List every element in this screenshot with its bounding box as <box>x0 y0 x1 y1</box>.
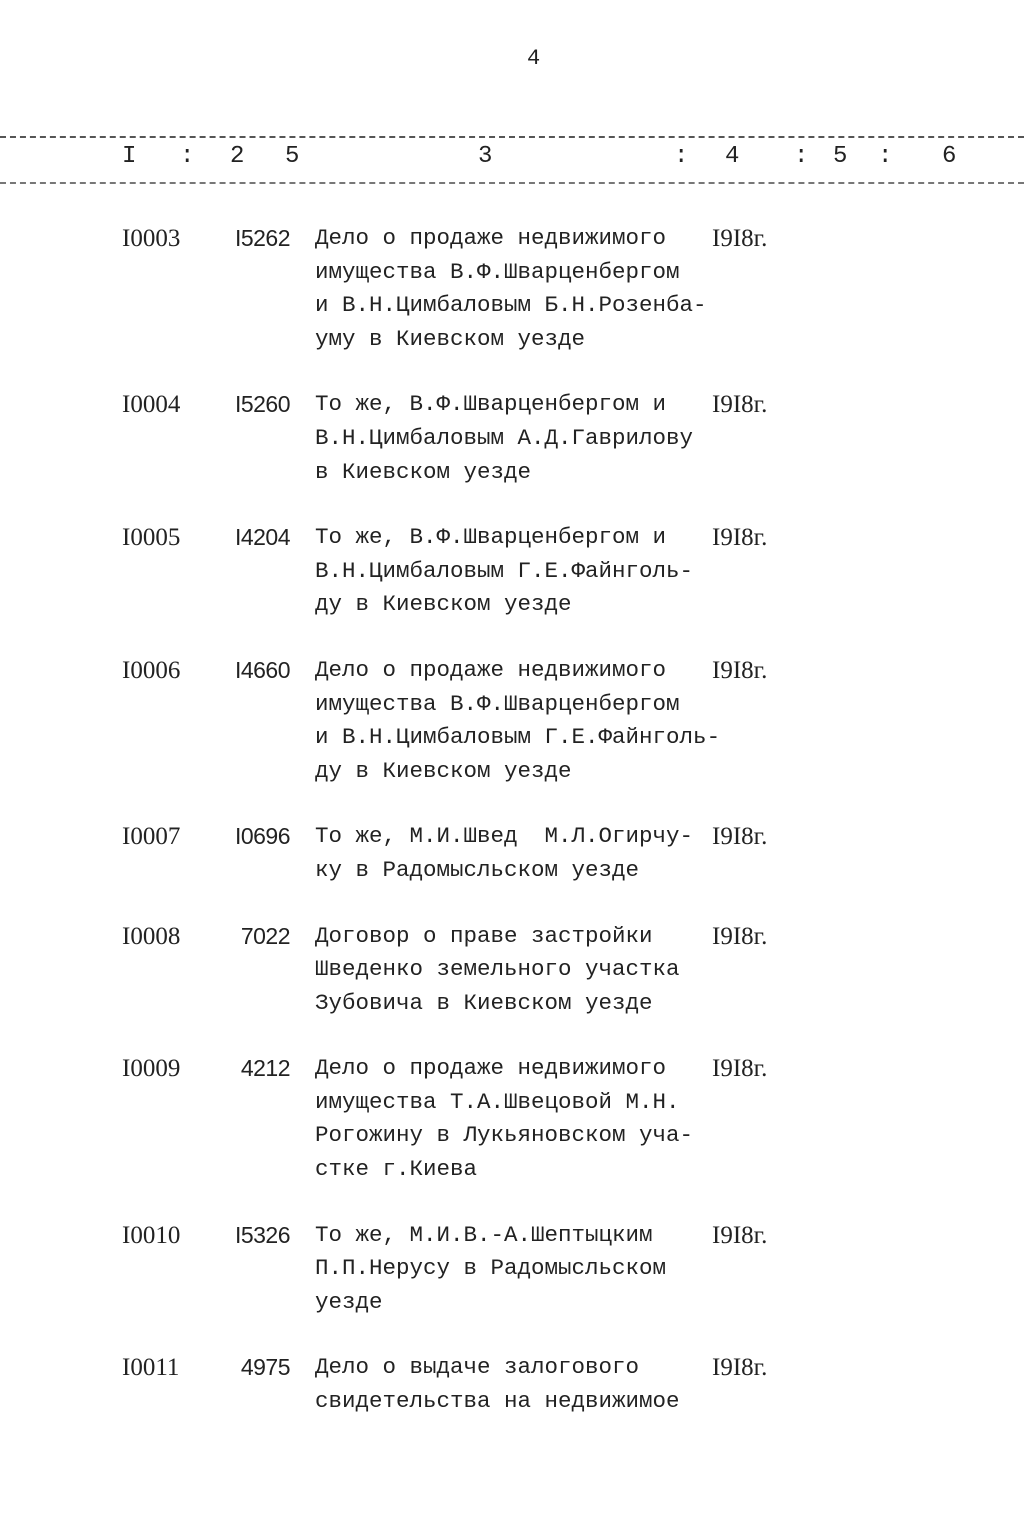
column-header-row <box>0 143 1024 173</box>
column-header-1: I <box>122 143 137 170</box>
entry-title-line: Дело о выдаче залогового <box>315 1354 640 1381</box>
entry-title-line: В.Н.Цимбаловым Г.Е.Файнголь- <box>315 557 694 584</box>
entry-title <box>315 388 715 489</box>
entry-number: I0009 <box>122 1055 181 1083</box>
entry-row <box>0 1052 1024 1186</box>
entry-row <box>0 222 1024 356</box>
entry-title-line: Шведенко земельного участка <box>315 956 680 983</box>
entry-number: I0003 <box>122 225 181 252</box>
entry-old-number: I5326 <box>234 1221 290 1248</box>
entry-date: I9I8г. <box>712 225 768 252</box>
entry-row <box>0 521 1024 622</box>
entry-title-line: Зубовича в Киевском уезде <box>315 989 653 1016</box>
entry-title-line: В.Н.Цимбаловым А.Д.Гаврилову <box>315 424 694 451</box>
entry-title <box>315 920 715 1021</box>
entry-title-line: уму в Киевском уезде <box>315 325 586 352</box>
column-header-5: 5 <box>833 143 848 170</box>
column-header-2: 2 <box>230 143 245 170</box>
entry-title-line: ду в Киевском уезде <box>315 591 572 618</box>
entry-title <box>315 1351 715 1418</box>
page-number: 4 <box>527 46 541 71</box>
entry-title <box>315 1219 715 1320</box>
entry-number: I0006 <box>122 656 181 684</box>
entry-title-line: П.П.Нерусу в Радомысльском <box>315 1255 667 1282</box>
column-header-3: 3 <box>478 143 493 170</box>
entry-title-line: Договор о праве застройки <box>315 922 653 949</box>
entry-title-line: Дело о продаже недвижимого <box>315 225 667 251</box>
entry-row <box>0 1351 1024 1418</box>
column-separator: : <box>878 143 893 170</box>
entry-title <box>315 820 715 887</box>
header-rule-bottom <box>0 182 1024 184</box>
entry-title-line: ду в Киевском уезде <box>315 757 572 784</box>
entry-title-line: имущества В.Ф.Шварценбергом <box>315 258 680 285</box>
entry-title-line: и В.Н.Цимбаловым Б.Н.Розенба- <box>315 292 707 319</box>
entry-old-number: I5262 <box>234 225 290 251</box>
entry-title-line: имущества В.Ф.Шварценбергом <box>315 690 680 717</box>
header-rule-top <box>0 136 1024 138</box>
entry-old-number: I0696 <box>234 823 290 850</box>
entry-date: I9I8г. <box>712 922 768 950</box>
column-header-6: 6 <box>942 143 957 170</box>
entry-old-number: 7022 <box>240 922 290 949</box>
entry-old-number: 4212 <box>240 1055 290 1082</box>
entry-title-line: То же, М.И.В.-А.Шептыцким <box>315 1221 653 1248</box>
entry-title <box>315 222 715 356</box>
entry-old-number: I4204 <box>234 524 290 551</box>
entry-date: I9I8г. <box>712 1055 768 1083</box>
entry-title-line: Дело о продаже недвижимого <box>315 656 667 683</box>
entry-title-line: То же, В.Ф.Шварценбергом и <box>315 391 667 418</box>
entry-title-line: ку в Радомысльском уезде <box>315 856 640 883</box>
entry-title-line: То же, М.И.Швед М.Л.Огирчу- <box>315 823 694 850</box>
entry-number: I0008 <box>122 922 181 950</box>
entry-date: I9I8г. <box>712 823 768 851</box>
entry-list <box>0 222 1024 1451</box>
entry-date: I9I8г. <box>712 656 768 684</box>
entry-title-line: То же, В.Ф.Шварценбергом и <box>315 524 667 551</box>
entry-old-number: 4975 <box>240 1354 290 1381</box>
entry-title-line: Дело о продаже недвижимого <box>315 1055 667 1082</box>
entry-number: I0010 <box>122 1221 181 1249</box>
entry-old-number: I4660 <box>234 656 290 683</box>
column-separator: : <box>674 143 689 170</box>
entry-title-line: имущества Т.А.Швецовой М.Н. <box>315 1088 680 1115</box>
entry-number: I0007 <box>122 823 181 851</box>
column-separator: : <box>180 143 195 170</box>
entry-row <box>0 654 1024 788</box>
entry-date: I9I8г. <box>712 524 768 552</box>
entry-row <box>0 920 1024 1021</box>
column-separator: : <box>794 143 809 170</box>
column-header-4: 4 <box>725 143 740 170</box>
entry-date: I9I8г. <box>712 391 768 419</box>
entry-number: I0004 <box>122 391 181 419</box>
entry-title-line: стке г.Киева <box>315 1156 478 1183</box>
entry-title-line: уезде <box>315 1288 383 1315</box>
entry-number: I0005 <box>122 524 181 552</box>
entry-old-number: I5260 <box>234 391 290 418</box>
column-header-2b: 5 <box>285 143 300 170</box>
entry-date: I9I8г. <box>712 1221 768 1249</box>
entry-title-line: свидетельства на недвижимое <box>315 1388 680 1415</box>
entry-title <box>315 654 721 788</box>
entry-row <box>0 820 1024 887</box>
entry-title <box>315 1052 715 1186</box>
entry-row <box>0 388 1024 489</box>
entry-row <box>0 1219 1024 1320</box>
entry-number: I0011 <box>122 1354 180 1382</box>
entry-date: I9I8г. <box>712 1354 768 1382</box>
entry-title-line: в Киевском уезде <box>315 458 532 485</box>
entry-title-line: Рогожину в Лукьяновском уча- <box>315 1122 694 1149</box>
entry-title-line: и В.Н.Цимбаловым Г.Е.Файнголь- <box>315 724 721 751</box>
entry-title <box>315 521 715 622</box>
